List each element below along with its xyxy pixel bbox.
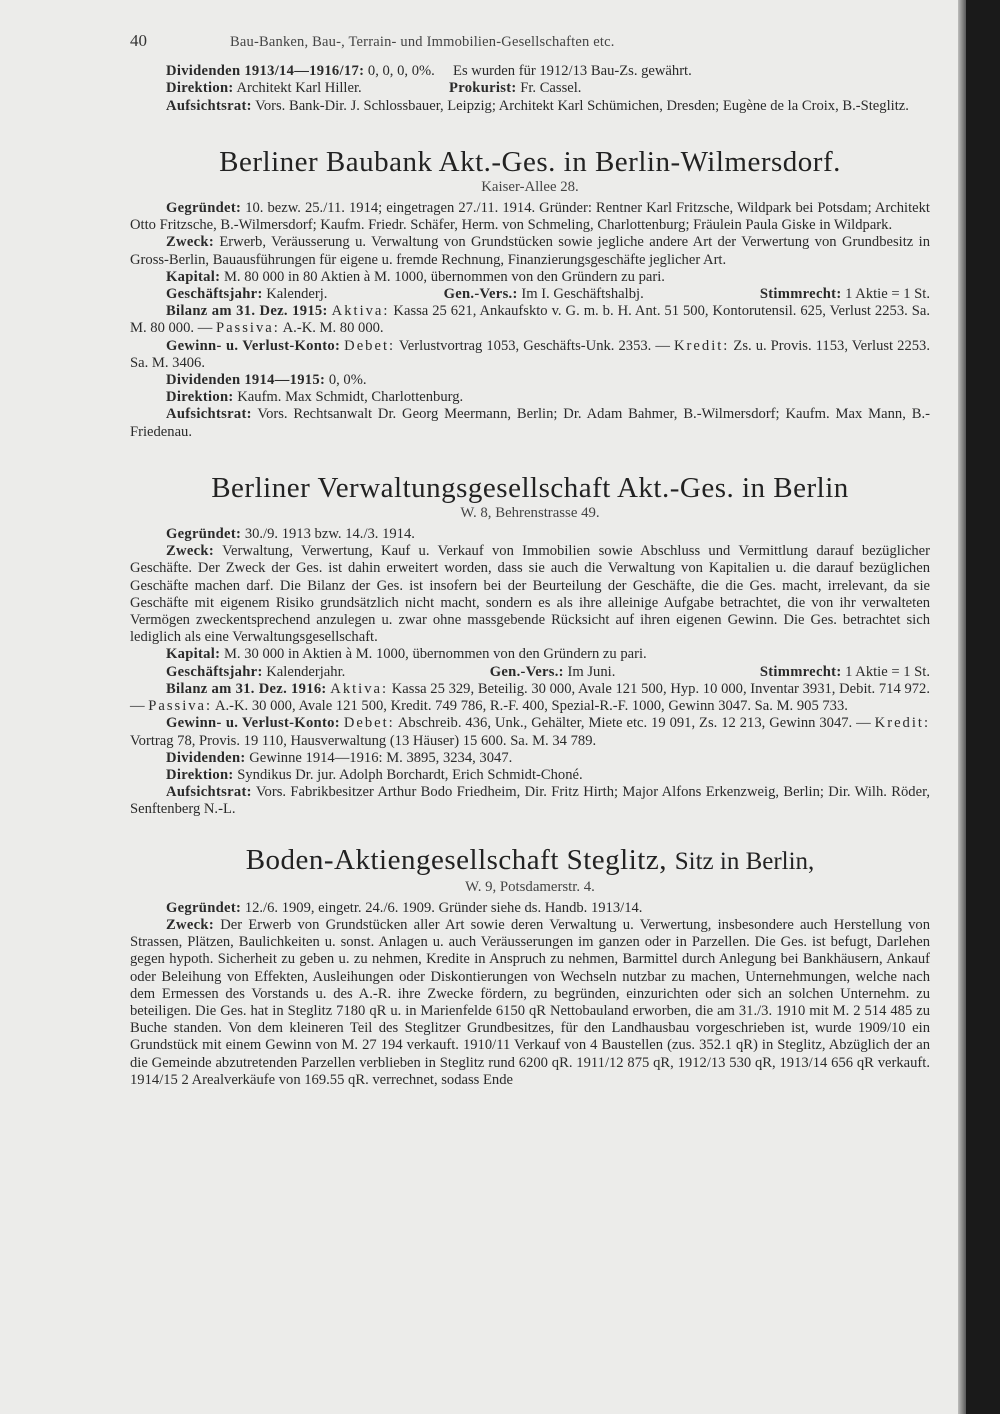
value: Kalenderj. [266, 286, 328, 303]
passiva-label: Passiva: [215, 320, 280, 337]
page-edge-shadow [958, 0, 966, 1414]
value: 10. bezw. 25./11. 1914; eingetragen 27./11. 1914. Gründer: Rentner Karl Fritzsche, Wildpark bei Potsdam; Architekt Otto Fritzsche, B.-Wilmersdorf; Kaufm. Friedr. Schäfer, Herm. von Schmeling, Charlottenburg; Fräulein Paula Giske in Wildpark. [130, 200, 930, 234]
label: Dividenden: [166, 749, 246, 766]
value: A.-K. 30 000, Avale 121 500, Kredit. 749 786, R.-F. 400, Spezial-R.-F. 1000, Gewinn 3047. Sa. M. 905 733. [214, 698, 848, 715]
gegruendet [130, 526, 930, 543]
label: Gegründet: [166, 526, 242, 543]
value: Fr. Cassel. [520, 80, 582, 97]
label: Aufsichtsrat: [166, 784, 252, 801]
aktiva-label: Aktiva: [330, 680, 389, 697]
value: Verwaltung, Verwertung, Kauf u. Verkauf von Immobilien sowie Abschluss und Vermittlung darauf bezüglicher Geschäfte. Der Zweck der Ges. ist dahin erweitert worden, dass sie auch die Verwaltung von Kapitalien u. die darauf bezüglichen Geschäfte machen darf. Die Bilanz der Ges. ist insofern bei der Beurteilung der Geschäfte, die die Ges. macht, irrelevant, da sie Geschäfte mit eigenem Risiko grundsätzlich nicht macht, sondern es als ihre alleinige Aufgabe betrachtet, die von ihr verwalteten Vermögen zweckentsprechend anzulegen u. zwar ohne massgebende Rücksicht auf ihren eigenen Gewinn. Die Ges. betrachtet sich lediglich als eine Verwaltungsgesellschaft. [130, 543, 930, 646]
label: Bilanz am 31. Dez. 1915: [166, 303, 328, 320]
value: 0, 0, 0, 0%. [367, 63, 435, 80]
value: Kaufm. Max Schmidt, Charlottenburg. [237, 389, 464, 406]
section-title-boden-ag-steglitz [130, 843, 930, 879]
page-number: 40 [130, 31, 147, 50]
value: 0, 0%. [328, 372, 367, 389]
label: Zweck: [166, 234, 215, 251]
aufsichtsrat [130, 784, 930, 818]
value: Im I. Geschäftshalbj. [521, 286, 644, 303]
bilanz [130, 681, 930, 715]
label: Gen.-Vers.: [489, 663, 564, 680]
section-address: Kaiser-Allee 28. [481, 178, 579, 195]
spacer [130, 441, 930, 471]
label: Kapital: [166, 646, 221, 663]
kapital [130, 269, 930, 286]
value: Gewinne 1914—1916: M. 3895, 3234, 3047. [249, 749, 513, 766]
zweck [130, 543, 930, 646]
value: 1 Aktie = 1 St. [845, 286, 930, 303]
value: Vors. Bank-Dir. J. Schlossbauer, Leipzig; Architekt Karl Schümichen, Dresden; Eugène de la Croix, B.-Steglitz. [255, 97, 909, 114]
running-header [130, 32, 930, 51]
value: 1 Aktie = 1 St. [845, 663, 930, 680]
label: Geschäftsjahr: [166, 286, 263, 303]
label: Prokurist: [448, 80, 517, 97]
aufsichtsrat [130, 406, 930, 440]
bilanz [130, 303, 930, 337]
value: Erwerb, Veräusserung u. Verwaltung von Grundstücken sowie jegliche andere Art der Verwertung von Grundbesitz in Gross-Berlin, Bauausführungen für eigene u. fremde Rechnung, Finanzierungsgeschäfte jeglicher Art. [130, 234, 930, 268]
label: Stimmrecht: [759, 663, 842, 680]
section-address: W. 9, Potsdamerstr. 4. [465, 878, 595, 895]
label: Zweck: [166, 916, 215, 933]
gegruendet [130, 900, 930, 917]
value: Kassa 25 329, Beteilig. 30 000, Avale 121 500, Hyp. 10 000, Inventar 3931, Debit. 714 972. — [130, 680, 931, 715]
gewinn-verlust-konto [130, 715, 930, 749]
value: A.-K. M. 80 000. [282, 320, 384, 337]
value: Im Juni. [567, 663, 616, 680]
label: Gewinn- u. Verlust-Konto: [166, 715, 340, 732]
value: Syndikus Dr. jur. Adolph Borchardt, Erich Schmidt-Choné. [237, 766, 583, 783]
value: Zs. u. Provis. 1153, Verlust 2253. Sa. M. 3406. [130, 337, 930, 371]
title-main: Boden-Aktiengesellschaft Steglitz, [245, 843, 667, 876]
kredit-label: Kredit: [674, 337, 730, 354]
label: Gegründet: [166, 200, 242, 217]
aktiva-label: Aktiva: [331, 303, 390, 320]
value: Kassa 25 621, Ankaufskto v. G. m. b. H. Ant. 51 500, Kontorutensil. 625, Verlust 2253. Sa. M. 80 000. — [130, 303, 930, 337]
label: Direktion: [166, 80, 234, 97]
value: Vortrag 78, Provis. 19 110, Hausverwaltung (13 Häuser) 15 600. Sa. M. 34 789. [130, 732, 597, 749]
zweck [130, 917, 930, 1089]
label: Direktion: [166, 766, 234, 783]
value: Vors. Rechtsanwalt Dr. Georg Meermann, Berlin; Dr. Adam Bahmer, B.-Wilmersdorf; Kaufm. Max Mann, B.-Friedenau. [130, 406, 930, 440]
label: Aufsichtsrat: [166, 97, 252, 114]
value: M. 30 000 in Aktien à M. 1000, übernommen von den Gründern zu pari. [223, 646, 647, 663]
section-title-berliner-verwaltungsgesellschaft: Berliner Verwaltungsgesellschaft Akt.-Ges. in Berlin [211, 471, 849, 504]
section-title-berliner-baubank: Berliner Baubank Akt.-Ges. in Berlin-Wilmersdorf. [219, 145, 841, 178]
label: Gen.-Vers.: [443, 286, 518, 303]
value: 12./6. 1909, eingetr. 24./6. 1909. Gründer siehe ds. Handb. 1913/14. [244, 899, 643, 916]
value: Vors. Fabrikbesitzer Arthur Bodo Friedheim, Dir. Fritz Hirth; Major Alfons Erkenzweig, Berlin; Dir. Wilh. Röder, Senftenberg N.-L. [130, 784, 930, 818]
value: Architekt Karl Hiller. [236, 80, 362, 97]
scanner-background [966, 0, 1000, 1414]
label: Gewinn- u. Verlust-Konto: [166, 337, 341, 354]
direktion [130, 389, 930, 406]
top-aufsichtsrat [130, 98, 930, 115]
dividenden [130, 750, 930, 767]
kapital [130, 646, 930, 663]
label: Direktion: [166, 389, 234, 406]
label: Bilanz am 31. Dez. 1916: [166, 680, 327, 697]
running-title: Bau-Banken, Bau-, Terrain- und Immobilien-Gesellschaften etc. [230, 34, 615, 50]
spacer [130, 819, 930, 843]
dividenden [130, 372, 930, 389]
direktion [130, 767, 930, 784]
label: Dividenden 1913/14—1916/17: [166, 63, 365, 80]
value: 30./9. 1913 bzw. 14./3. 1914. [244, 526, 415, 543]
value: Der Erwerb von Grundstücken aller Art sowie deren Verwaltung u. Verwertung, insbesondere auch Herstellung von Strassen, Plätzen, Baulichkeiten u. sonst. Anlagen u. auch Veräusserungen im ganzen oder in Parzellen. Die Ges. ist befugt, Darlehen gegen hypoth. Sicherheit zu geben u. zu nehmen, Kredite in Anspruch zu nehmen, Barmittel durch Anlegung bei Bankhäusern, Ankauf oder Beleihung von Effekten, Ausleihungen oder Diskontierungen von Wechseln nutzbar zu machen, Unternehmungen, welche nach dem Ermessen des Vorstands u. des A.-R. ihre Zwecke fördern, zu begründen, einzurichten oder sich an solchen Unternehm. zu beteiligen. Die Ges. hat in Steglitz 7180 qR u. in Marienfelde 6150 qR Nettobauland erworben, die am 31./3. 1910 mit M. 2 514 485 zu Buche standen. Von dem kleineren Teil des Steglitzer Grundbesitzes, für den Landhausbau vorgeschrieben ist, wurde 1909/10 ein Grundstück mit einem Gewinn von M. 27 194 verkauft. 1910/11 Verkauf von 4 Baustellen (zus. 352.1 qR) in Steglitz, Abzüglich der an die Gemeinde abzutretenden Parzellen verblieben in Steglitz rund 6200 qR. 1911/12 875 qR, 1912/13 530 qR, 1913/14 656 qR verkauft. 1914/15 2 Arealverkäufe von 169.55 qR. verrechnet, sodass Ende [130, 916, 930, 1088]
label: Gegründet: [166, 899, 242, 916]
geschaeftsjahr-row [130, 664, 930, 681]
label: Stimmrecht: [759, 286, 842, 303]
page-content [130, 32, 930, 1089]
gegruendet [130, 200, 930, 234]
label: Aufsichtsrat: [166, 406, 252, 423]
gewinn-verlust-konto [130, 338, 930, 372]
label: Kapital: [166, 268, 221, 285]
value: Verlustvortrag 1053, Geschäfts-Unk. 2353. — [398, 337, 670, 354]
value: M. 80 000 in 80 Aktien à M. 1000, übernommen von den Gründern zu pari. [223, 268, 665, 285]
debet-label: Debet: [344, 337, 396, 354]
debet-label: Debet: [343, 715, 395, 732]
geschaeftsjahr-row [130, 286, 930, 303]
note: Es wurden für 1912/13 Bau-Zs. gewährt. [453, 63, 692, 80]
value: Kalenderjahr. [266, 663, 346, 680]
label: Geschäftsjahr: [166, 663, 263, 680]
value: Abschreib. 436, Unk., Gehälter, Miete etc. 19 091, Zs. 12 213, Gewinn 3047. — [397, 715, 871, 732]
top-direktion [130, 80, 930, 97]
passiva-label: Passiva: [148, 698, 213, 715]
zweck [130, 234, 930, 268]
label: Zweck: [166, 543, 215, 560]
kredit-label: Kredit: [874, 715, 931, 732]
spacer [130, 115, 930, 145]
top-dividenden [130, 63, 930, 80]
section-address: W. 8, Behrenstrasse 49. [460, 504, 600, 521]
title-sub: Sitz in Berlin, [674, 847, 815, 875]
label: Dividenden 1914—1915: [166, 372, 326, 389]
